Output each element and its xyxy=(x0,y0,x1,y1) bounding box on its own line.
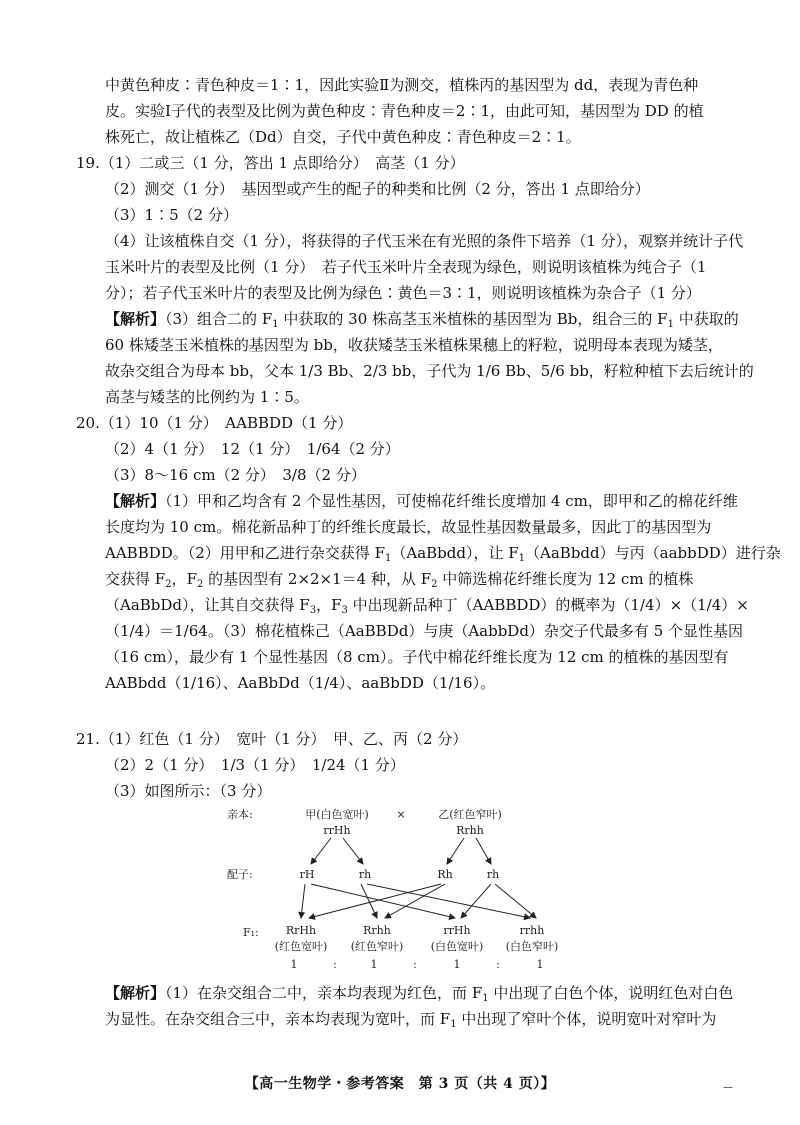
q21-part2: （2）2（1 分） 1/3（1 分） 1/24（1 分） xyxy=(105,756,405,774)
q20-part3: （3）8～16 cm（2 分） 3/8（2 分） xyxy=(105,466,366,484)
ratio-value: 1 xyxy=(453,958,461,971)
q20-analysis: 交获得 $F_2$，$F_2$ 的基因型有 2×2×1＝4 种，从 $F_2$ 中筛选棉花纤维长度为 12 cm 的植株 xyxy=(105,570,694,590)
arrow-rh-rrhh xyxy=(367,884,530,918)
offspring-1-genotype: RrHh xyxy=(285,924,317,937)
q19-analysis: 高茎与矮茎的比例约为 1∶5。 xyxy=(105,388,309,406)
f1-label: F₁: xyxy=(243,926,259,939)
q20-analysis: AABbdd（1/16）、AaBbDd（1/4）、aaBbDD（1/16）。 xyxy=(105,674,496,692)
parents-label: 亲本: xyxy=(227,808,253,821)
q19-analysis: 【解析】（3）组合二的 $F_1$ 中获取的 30 株高茎玉米植株的基因型为 Bb，组合三的 $F_1$ 中获取的 xyxy=(105,310,739,330)
gamete-3: Rh xyxy=(437,868,453,881)
arrow-rh2-rrhh xyxy=(495,884,536,918)
arrow-rH-RrHh xyxy=(301,884,305,918)
ratio-colon: : xyxy=(333,958,337,971)
q20-analysis: （AaBbDd），让其自交获得 $F_3$，$F_3$ 中出现新品种丁（AABBDD）的概率为（1/4）×（1/4）× xyxy=(105,596,749,616)
arrow-Rh-Rrhh xyxy=(385,884,445,918)
q19-part1: 19.（1）二或三（1 分，答出 1 点即给分） 高茎（1 分） xyxy=(76,154,465,172)
arrow-p1-g1 xyxy=(311,838,331,864)
q20-analysis: （16 cm），最少有 1 个显性基因（8 cm）。子代中棉花纤维长度为 12 cm 的植株的基因型有 xyxy=(105,648,729,666)
q19-analysis: 60 株矮茎玉米植株的基因型为 bb，收获矮茎玉米植株果穗上的籽粒，说明母本表现为矮茎， xyxy=(105,336,723,354)
offspring-4-phenotype: (白色窄叶) xyxy=(505,940,559,953)
offspring-2-phenotype: (红色窄叶) xyxy=(350,940,404,953)
q20-analysis: 【解析】（1）甲和乙均含有 2 个显性基因，可使棉花纤维长度增加 4 cm，即甲和乙的棉花纤维 xyxy=(105,492,738,510)
ratio-value: 1 xyxy=(536,958,544,971)
ratio-value: 1 xyxy=(370,958,378,971)
offspring-3-phenotype: (白色宽叶) xyxy=(430,940,484,953)
ratio-colon: : xyxy=(496,958,500,971)
q21-part1: 21.（1）红色（1 分） 宽叶（1 分） 甲、乙、丙（2 分） xyxy=(76,730,468,748)
page-footer: 【高一生物学・参考答案 第 3 页（共 4 页）】 xyxy=(244,1076,556,1092)
gamete-1: rH xyxy=(299,868,315,881)
q19-part2: （2）测交（1 分） 基因型或产生的配子的种类和比例（2 分，答出 1 点即给分） xyxy=(105,180,650,198)
gametes-label: 配子: xyxy=(227,868,253,881)
parent2-phenotype: 乙(红色窄叶) xyxy=(438,808,502,821)
q20-analysis: 长度均为 10 cm。棉花新品种丁的纤维长度最长，故显性基因数量最多，因此丁的基因型为 xyxy=(105,518,712,536)
q21-analysis: 【解析】（1）在杂交组合二中，亲本均表现为红色，而 $F_1$ 中出现了白色个体，说明红色对白色 xyxy=(105,984,734,1004)
q19-part4: 玉米叶片的表型及比例（1 分） 若子代玉米叶片全表现为绿色，则说明该植株为纯合子（1 xyxy=(105,258,707,276)
q20-part2: （2）4（1 分） 12（1 分） 1/64（2 分） xyxy=(105,440,400,458)
cross-symbol: × xyxy=(396,808,406,821)
q19-part4: 分）；若子代玉米叶片的表型及比例为绿色∶黄色＝3∶1，则说明该植株为杂合子（1 分） xyxy=(105,284,701,302)
parent1-phenotype: 甲(白色宽叶) xyxy=(305,808,369,821)
q21-analysis: 为显性。在杂交组合三中，亲本均表现为宽叶，而 $F_1$ 中出现了窄叶个体，说明宽叶对窄叶为 xyxy=(105,1010,717,1030)
parent2-genotype: Rrhh xyxy=(456,824,484,837)
genetic-cross-diagram xyxy=(225,804,565,974)
analysis-label: 【解析】 xyxy=(105,492,166,510)
text-line: 皮。实验Ⅰ子代的表型及比例为黄色种皮∶青色种皮＝2∶1，由此可知，基因型为 DD 的植 xyxy=(105,102,704,120)
offspring-2-genotype: Rrhh xyxy=(363,924,391,937)
q21-part3: （3）如图所示：（3 分） xyxy=(105,782,272,800)
parent1-genotype: rrHh xyxy=(323,824,351,837)
q20-analysis: AABBDD。（2）用甲和乙进行杂交获得 $F_1(AaBbdd)$，让 $F_1(AaBbdd)$与丙（aabbDD）进行杂 xyxy=(105,544,781,564)
corner-mark: — xyxy=(723,1082,733,1093)
text-line: 株死亡，故让植株乙（Dd）自交，子代中黄色种皮∶青色种皮＝2∶1。 xyxy=(105,128,581,146)
offspring-4-genotype: rrhh xyxy=(519,924,545,937)
q20-analysis: （1/4）＝1/64。（3）棉花植株己（AaBBDd）与庚（AabbDd）杂交子代最多有 5 个显性基因 xyxy=(105,622,744,640)
offspring-1-phenotype: (红色宽叶) xyxy=(274,940,328,953)
q19-part4: （4）让该植株自交（1 分），将获得的子代玉米在有光照的条件下培养（1 分），观察并统计子代 xyxy=(105,232,744,250)
gamete-2: rh xyxy=(358,868,372,881)
analysis-label: 【解析】 xyxy=(105,984,166,1002)
q20-part1: 20.（1）10（1 分） AABBDD（1 分） xyxy=(76,414,353,432)
arrow-rh2-rrHh xyxy=(461,884,491,918)
offspring-3-genotype: rrHh xyxy=(443,924,471,937)
analysis-label: 【解析】 xyxy=(105,310,166,328)
arrow-rH-rrHh xyxy=(311,884,455,918)
q19-part3: （3）1∶5（2 分） xyxy=(105,206,238,224)
cross-diagram-svg xyxy=(225,804,565,974)
text-line: 中黄色种皮∶青色种皮＝1∶1，因此实验Ⅱ为测交，植株丙的基因型为 dd，表现为青色种 xyxy=(105,76,699,94)
gamete-4: rh xyxy=(486,868,500,881)
ratio-value: 1 xyxy=(290,958,298,971)
arrow-p2-g3 xyxy=(447,838,464,864)
arrow-p1-g2 xyxy=(343,838,363,864)
q19-analysis: 故杂交组合为母本 bb，父本 1/3 Bb、2/3 bb，子代为 1/6 Bb、5/6 bb，籽粒种植下去后统计的 xyxy=(105,362,754,380)
arrow-p2-g4 xyxy=(476,838,491,864)
ratio-colon: : xyxy=(413,958,417,971)
